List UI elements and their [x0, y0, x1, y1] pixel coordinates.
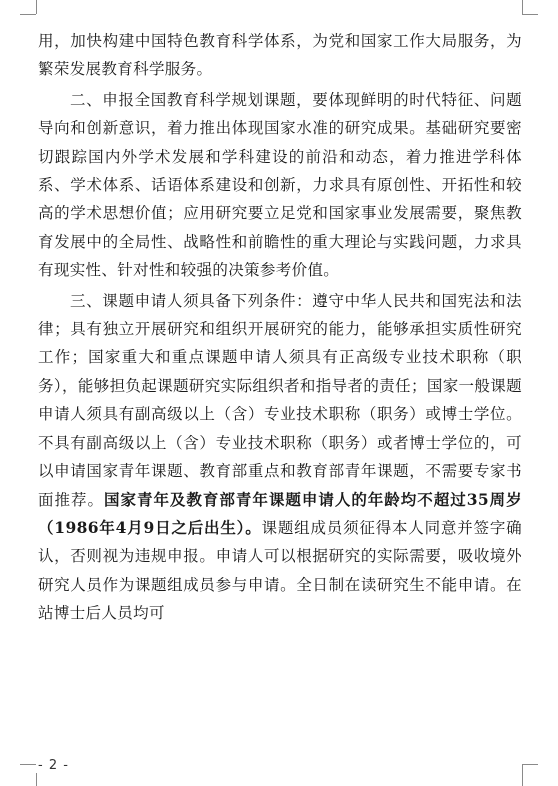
document-body [38, 27, 522, 628]
crop-mark-bottom-left [20, 764, 36, 765]
paragraph-section-3-tail: 课题组成员须征得本人同意并签字确认，否则视为违规申报。申请人可以根据研究的实际需要，吸收境外研究人员作为课题组成员参与申请。全日制在读研究生不能申请。在站博士后人员均可 [38, 518, 523, 623]
paragraph-section-3-text: 三、课题申请人须具备下列条件：遵守中华人民共和国宪法和法律；具有独立开展研究和组织开展研究的能力，能够承担实质性研究工作；国家重大和重点课题申请人须具有正高级专业技术职称（职务），能够担负起课题研究实际组织者和指导者的责任；国家一般课题申请人须具有副高级以上（含）专业技术职称（职务）或博士学位。不具有副高级以上（含）专业技术职称（职务）或者博士学位的，可以申请国家青年课题、教育部重点和教育部青年课题，不需要专家书面推荐。 [38, 291, 522, 509]
page-number: - 2 - [38, 758, 69, 773]
crop-mark-top-left [20, 14, 36, 15]
paragraph-section-3 [38, 287, 522, 628]
crop-mark-bottom-right [522, 764, 523, 786]
paragraph-continued: 用，加快构建中国特色教育科学体系，为党和国家工作大局服务，为繁荣发展教育科学服务。 [38, 32, 522, 79]
crop-mark-top-right [522, 14, 538, 15]
paragraph-section-2: 二、申报全国教育科学规划课题，要体现鲜明的时代特征、问题导向和创新意识，着力推出体现国家水准的研究成果。基础研究要密切跟踪国内外学术发展和学科建设的前沿和动态，着力推进学科体系、学术体系、话语体系建设和创新，力求具有原创性、开拓性和较高的学术思想价值；应用研究要立足党和国家事业发展需要，聚焦教育发展中的全局性、战略性和前瞻性的重大理论与实践问题，力求具有现实性、针对性和较强的决策参考价值。 [38, 90, 522, 280]
age-requirement-bold: 国家青年及教育部青年课题申请人的年龄均不超过35周岁（1986年4月9日之后出生）。 [38, 489, 523, 537]
crop-mark-top-right [522, 0, 523, 14]
crop-mark-top-left [36, 0, 37, 14]
crop-mark-bottom-right [522, 764, 538, 765]
